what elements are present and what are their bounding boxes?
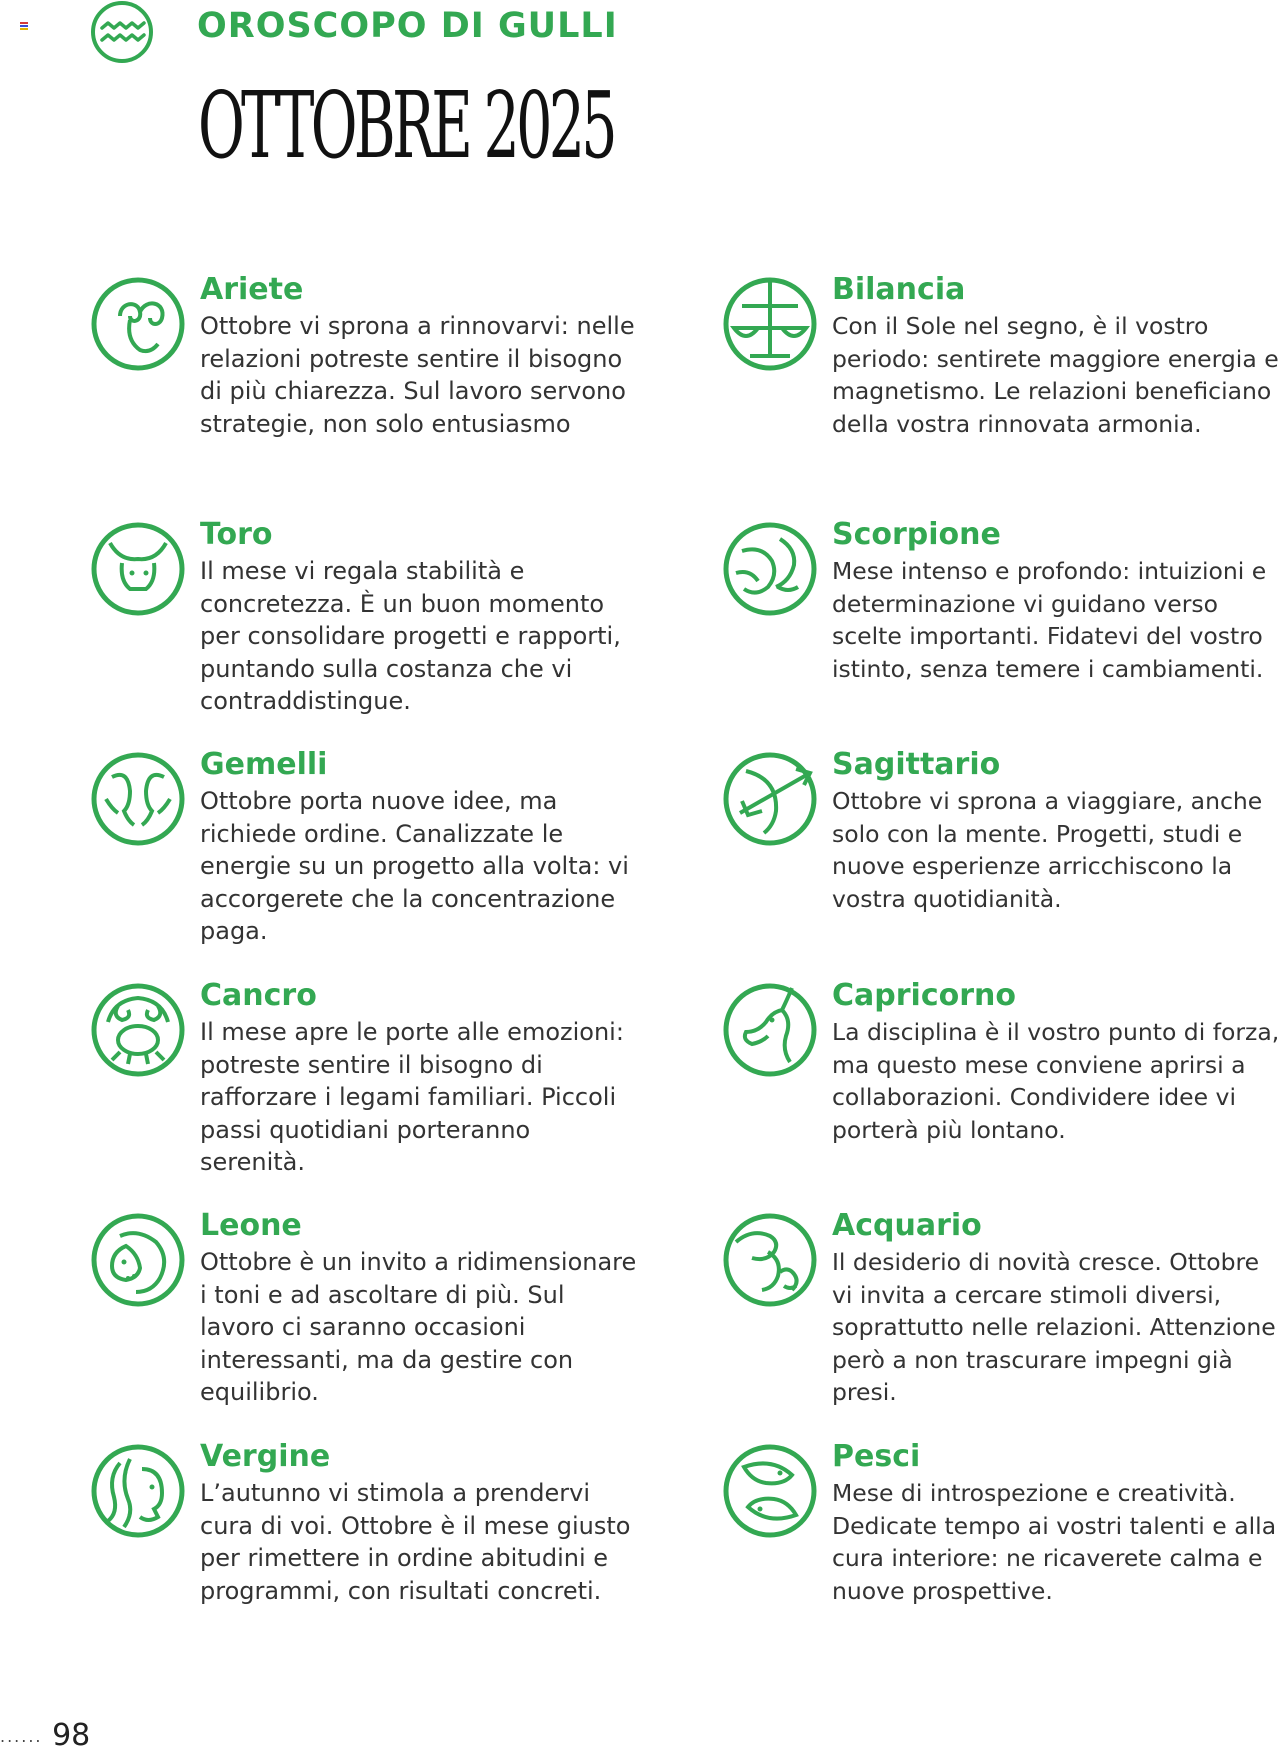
month-title: OTTOBRE 2025 xyxy=(198,72,614,179)
sign-name: Gemelli xyxy=(200,747,328,782)
capricorn-icon xyxy=(722,982,818,1078)
sign-name: Toro xyxy=(200,517,273,552)
gemini-icon xyxy=(90,751,186,847)
page-number xyxy=(0,1718,90,1753)
sign-text: Ottobre è un invito a ridimensionare i toni e ad ascoltare di più. Sul lavoro ci saranno occasioni interessanti, ma da gestire con equilibrio. xyxy=(200,1248,637,1406)
sign-name: Cancro xyxy=(200,978,317,1013)
sagittarius-icon xyxy=(722,751,818,847)
sign-text: La disciplina è il vostro punto di forza, ma questo mese conviene aprirsi a collaborazioni. Condividere idee vi porterà più lontano. xyxy=(832,1018,1280,1144)
scorpio-icon xyxy=(722,521,818,617)
virgo-icon xyxy=(90,1443,186,1539)
sign-text: Mese di introspezione e creatività. Dedicate tempo ai vostri talenti e alla cura interiore: ne ricaverete calma e nuove prospettive. xyxy=(832,1479,1277,1605)
sign-text: Ottobre vi sprona a viaggiare, anche solo con la mente. Progetti, studi e nuove esperienze arricchiscono la vostra quotidianità. xyxy=(832,787,1263,913)
sign-text: Mese intenso e profondo: intuizioni e determinazione vi guidano verso scelte importanti. Fidatevi del vostro istinto, senza temere i cambiamenti. xyxy=(832,557,1267,683)
sign-text: Con il Sole nel segno, è il vostro periodo: sentirete maggiore energia e magnetismo. Le relazioni beneficiano della vostra rinnovata armonia. xyxy=(832,312,1279,438)
brand-title: OROSCOPO DI GULLI xyxy=(197,6,618,46)
sign-name: Vergine xyxy=(200,1439,331,1474)
sign-name: Leone xyxy=(200,1208,302,1243)
taurus-icon xyxy=(90,521,186,617)
sign-text: Il mese vi regala stabilità e concretezza. È un buon momento per consolidare progetti e rapporti, puntando sulla costanza che vi contraddistingue. xyxy=(200,557,621,715)
aquarius-header-icon xyxy=(88,0,156,64)
menu-mark xyxy=(20,22,28,28)
sign-name: Ariete xyxy=(200,272,304,307)
sign-name: Bilancia xyxy=(832,272,966,307)
sign-text: Ottobre porta nuove idee, ma richiede ordine. Canalizzate le energie su un progetto alla volta: vi accorgerete che la concentrazione paga. xyxy=(200,787,629,945)
libra-icon xyxy=(722,276,818,372)
sign-text: Il mese apre le porte alle emozioni: potreste sentire il bisogno di rafforzare i legami familiari. Piccoli passi quotidiani porteranno serenità. xyxy=(200,1018,624,1176)
sign-text: L’autunno vi stimola a prendervi cura di voi. Ottobre è il mese giusto per rimettere in ordine abitudini e programmi, con risultati concreti. xyxy=(200,1479,631,1605)
sign-name: Acquario xyxy=(832,1208,982,1243)
sign-name: Scorpione xyxy=(832,517,1001,552)
pisces-icon xyxy=(722,1443,818,1539)
aquarius-icon xyxy=(722,1212,818,1308)
leo-icon xyxy=(90,1212,186,1308)
sign-name: Capricorno xyxy=(832,978,1016,1013)
sign-name: Sagittario xyxy=(832,747,1001,782)
sign-text: Il desiderio di novità cresce. Ottobre vi invita a cercare stimoli diversi, soprattutto nelle relazioni. Attenzione però a non trascurare impegni già presi. xyxy=(832,1248,1276,1406)
sign-name: Pesci xyxy=(832,1439,921,1474)
cancer-icon xyxy=(90,982,186,1078)
page-dots: ...... xyxy=(0,1727,43,1746)
sign-text: Ottobre vi sprona a rinnovarvi: nelle relazioni potreste sentire il bisogno di più chiarezza. Sul lavoro servono strategie, non solo entusiasmo xyxy=(200,312,635,438)
aries-icon xyxy=(90,276,186,372)
page-number-value: 98 xyxy=(52,1718,91,1753)
